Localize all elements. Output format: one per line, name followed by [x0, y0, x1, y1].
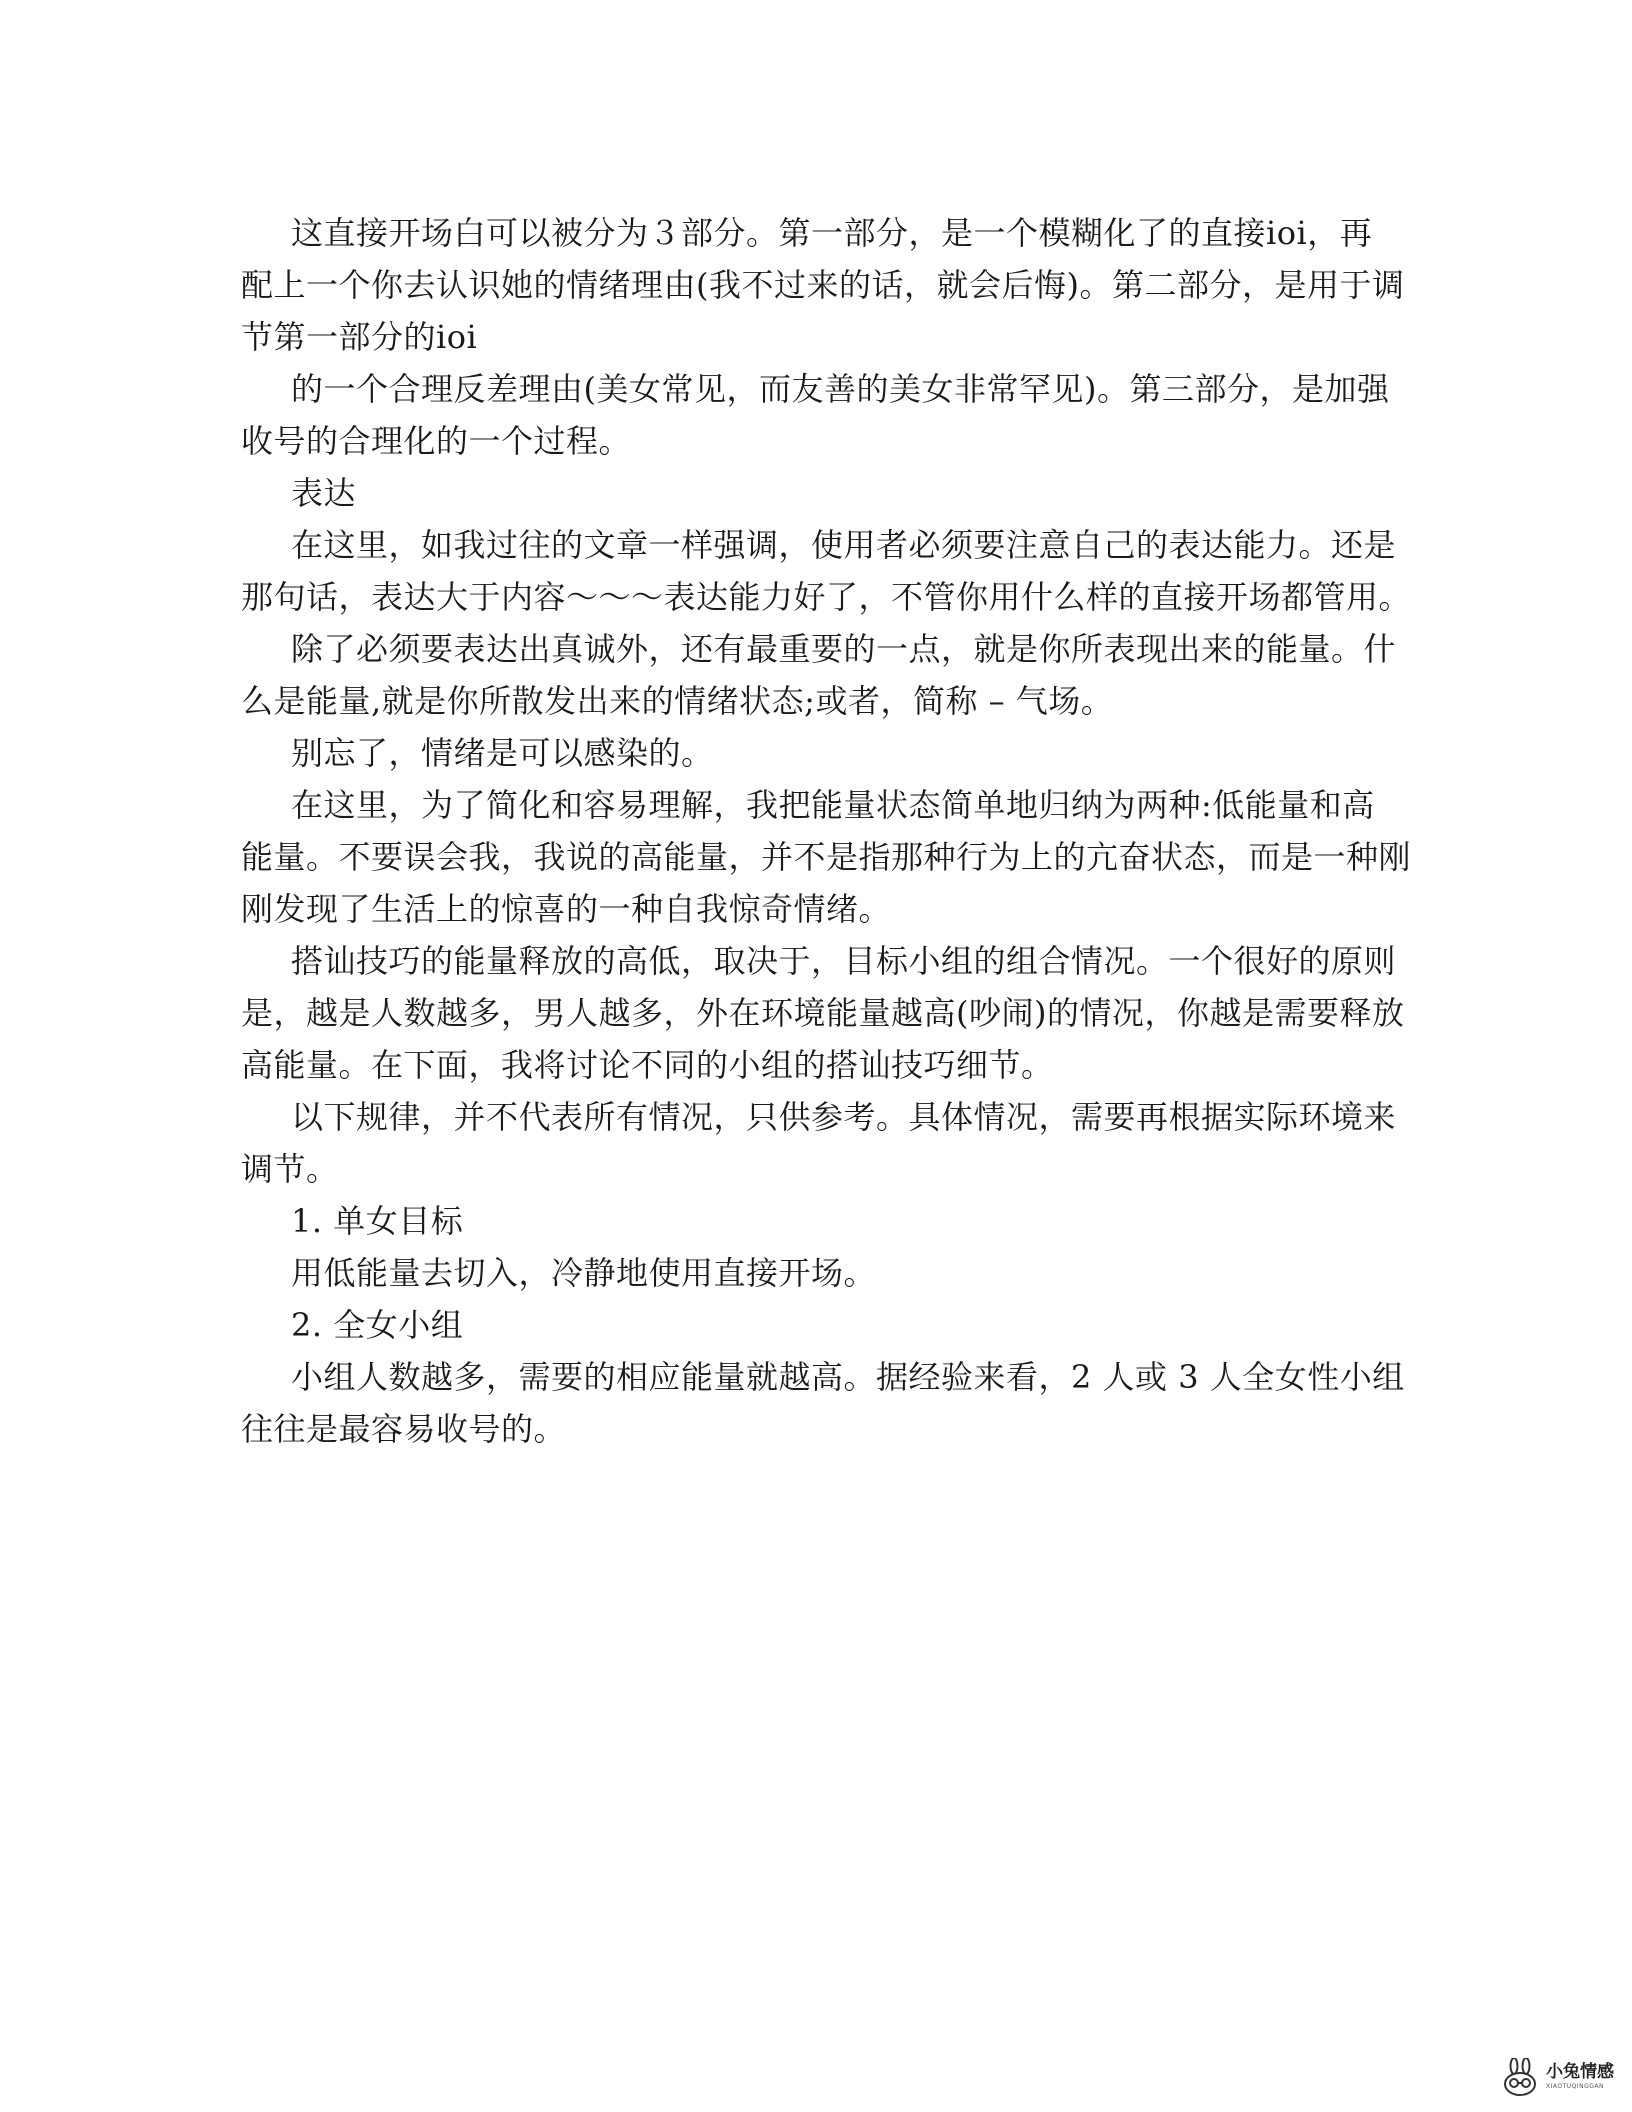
text-line: 那句话，表达大于内容～～～表达能力好了，不管你用什么样的直接开场都管用。 [241, 578, 1412, 616]
text-line: 能量。不要误会我，我说的高能量，并不是指那种行为上的亢奋状态，而是一种刚 [241, 838, 1412, 876]
list-heading: 2. 全女小组 [291, 1306, 464, 1344]
text-line: 别忘了，情绪是可以感染的。 [291, 734, 714, 772]
text-line: 往往是最容易收号的。 [241, 1410, 567, 1448]
rabbit-glasses-icon [1500, 2058, 1540, 2096]
text-line: 节第一部分的ioi [241, 318, 478, 356]
text-line: 刚发现了生活上的惊喜的一种自我惊奇情绪。 [241, 890, 892, 928]
text-line: 以下规律，并不代表所有情况，只供参考。具体情况，需要再根据实际环境来 [291, 1098, 1397, 1136]
section-heading: 表达 [291, 474, 357, 512]
text-line: 高能量。在下面，我将讨论不同的小组的搭讪技巧细节。 [241, 1046, 1054, 1084]
watermark-name: 小兔情感 [1546, 2062, 1614, 2082]
watermark [1500, 2052, 1614, 2102]
text-line: 的一个合理反差理由(美女常见，而友善的美女非常罕见)。第三部分，是加强 [291, 370, 1390, 408]
text-line: 搭讪技巧的能量释放的高低，取决于，目标小组的组合情况。一个很好的原则 [291, 942, 1397, 980]
watermark-url: XIAOTUQINGGAN [1546, 2083, 1605, 2090]
text-line: 在这里，如我过往的文章一样强调，使用者必须要注意自己的表达能力。还是 [291, 526, 1397, 564]
list-heading: 1. 单女目标 [291, 1202, 464, 1240]
text-line: 用低能量去切入，冷静地使用直接开场。 [291, 1254, 877, 1292]
text-line: 调节。 [241, 1150, 339, 1188]
text-line: 么是能量,就是你所散发出来的情绪状态;或者，简称 – 气场。 [241, 682, 1114, 720]
text-line: 这直接开场白可以被分为３部分。第一部分，是一个模糊化了的直接ioi，再 [291, 214, 1373, 252]
text-line: 除了必须要表达出真诚外，还有最重要的一点，就是你所表现出来的能量。什 [291, 630, 1397, 668]
text-line: 在这里，为了简化和容易理解，我把能量状态简单地归纳为两种:低能量和高 [291, 786, 1375, 824]
text-line: 小组人数越多，需要的相应能量就越高。据经验来看，2 人或 3 人全女性小组 [291, 1358, 1405, 1396]
text-line: 配上一个你去认识她的情绪理由(我不过来的话，就会后悔)。第二部分，是用于调 [241, 266, 1405, 304]
text-line: 是，越是人数越多，男人越多，外在环境能量越高(吵闹)的情况，你越是需要释放 [241, 994, 1405, 1032]
text-line: 收号的合理化的一个过程。 [241, 422, 632, 460]
